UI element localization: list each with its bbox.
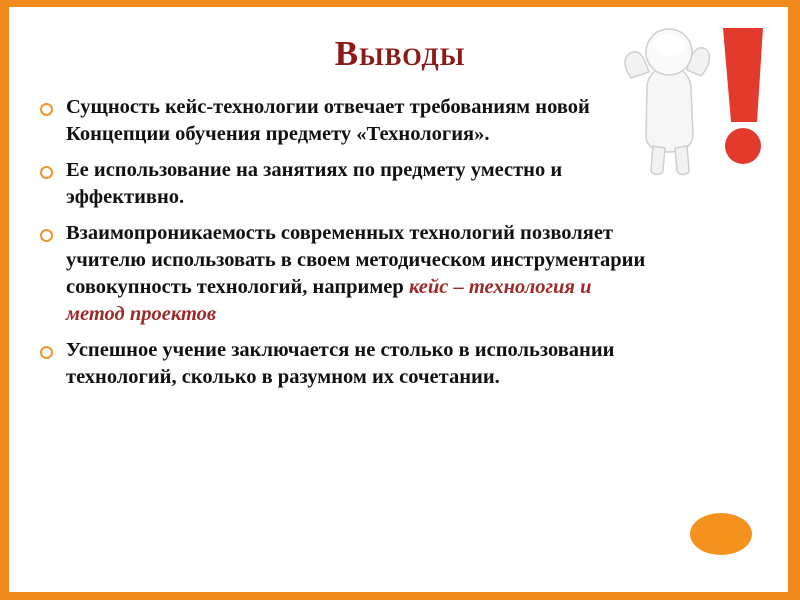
bullet-list: [40, 94, 650, 400]
bullet-text: [66, 337, 650, 391]
corner-dot-decoration: [690, 513, 752, 555]
bullet-text-segment: Сущность кейс-технологии отвечает требованиям новой Концепции обучения предмету «Технология».: [66, 96, 590, 146]
bullet-circle-icon: [40, 346, 53, 359]
list-item: [40, 220, 650, 328]
slide-title: Выводы: [334, 34, 466, 73]
bullet-circle-icon: [40, 229, 53, 242]
frame-bar-bottom: [0, 592, 800, 600]
bullet-text-accent-segment: кейс – технология и метод проектов: [66, 276, 592, 326]
list-item: [40, 157, 650, 211]
bullet-text: [66, 220, 650, 328]
bullet-text: [66, 94, 650, 148]
bullet-text: [66, 157, 650, 211]
bullet-circle-icon: [40, 166, 53, 179]
frame-bar-top: [0, 0, 800, 7]
frame-bar-right: [788, 0, 800, 600]
bullet-text-segment: Ее использование на занятиях по предмету уместно и эффективно.: [66, 159, 563, 209]
bullet-text-segment: Успешное учение заключается не столько в использовании технологий, сколько в разумном их сочетании.: [66, 339, 615, 389]
bullet-text-segment: Взаимопроникаемость современных технологий позволяет учителю использовать в своем методическом инструментарии совокупность технологий, например: [66, 222, 646, 299]
list-item: [40, 337, 650, 391]
list-item: [40, 94, 650, 148]
frame-bar-left: [0, 0, 9, 600]
bullet-circle-icon: [40, 103, 53, 116]
